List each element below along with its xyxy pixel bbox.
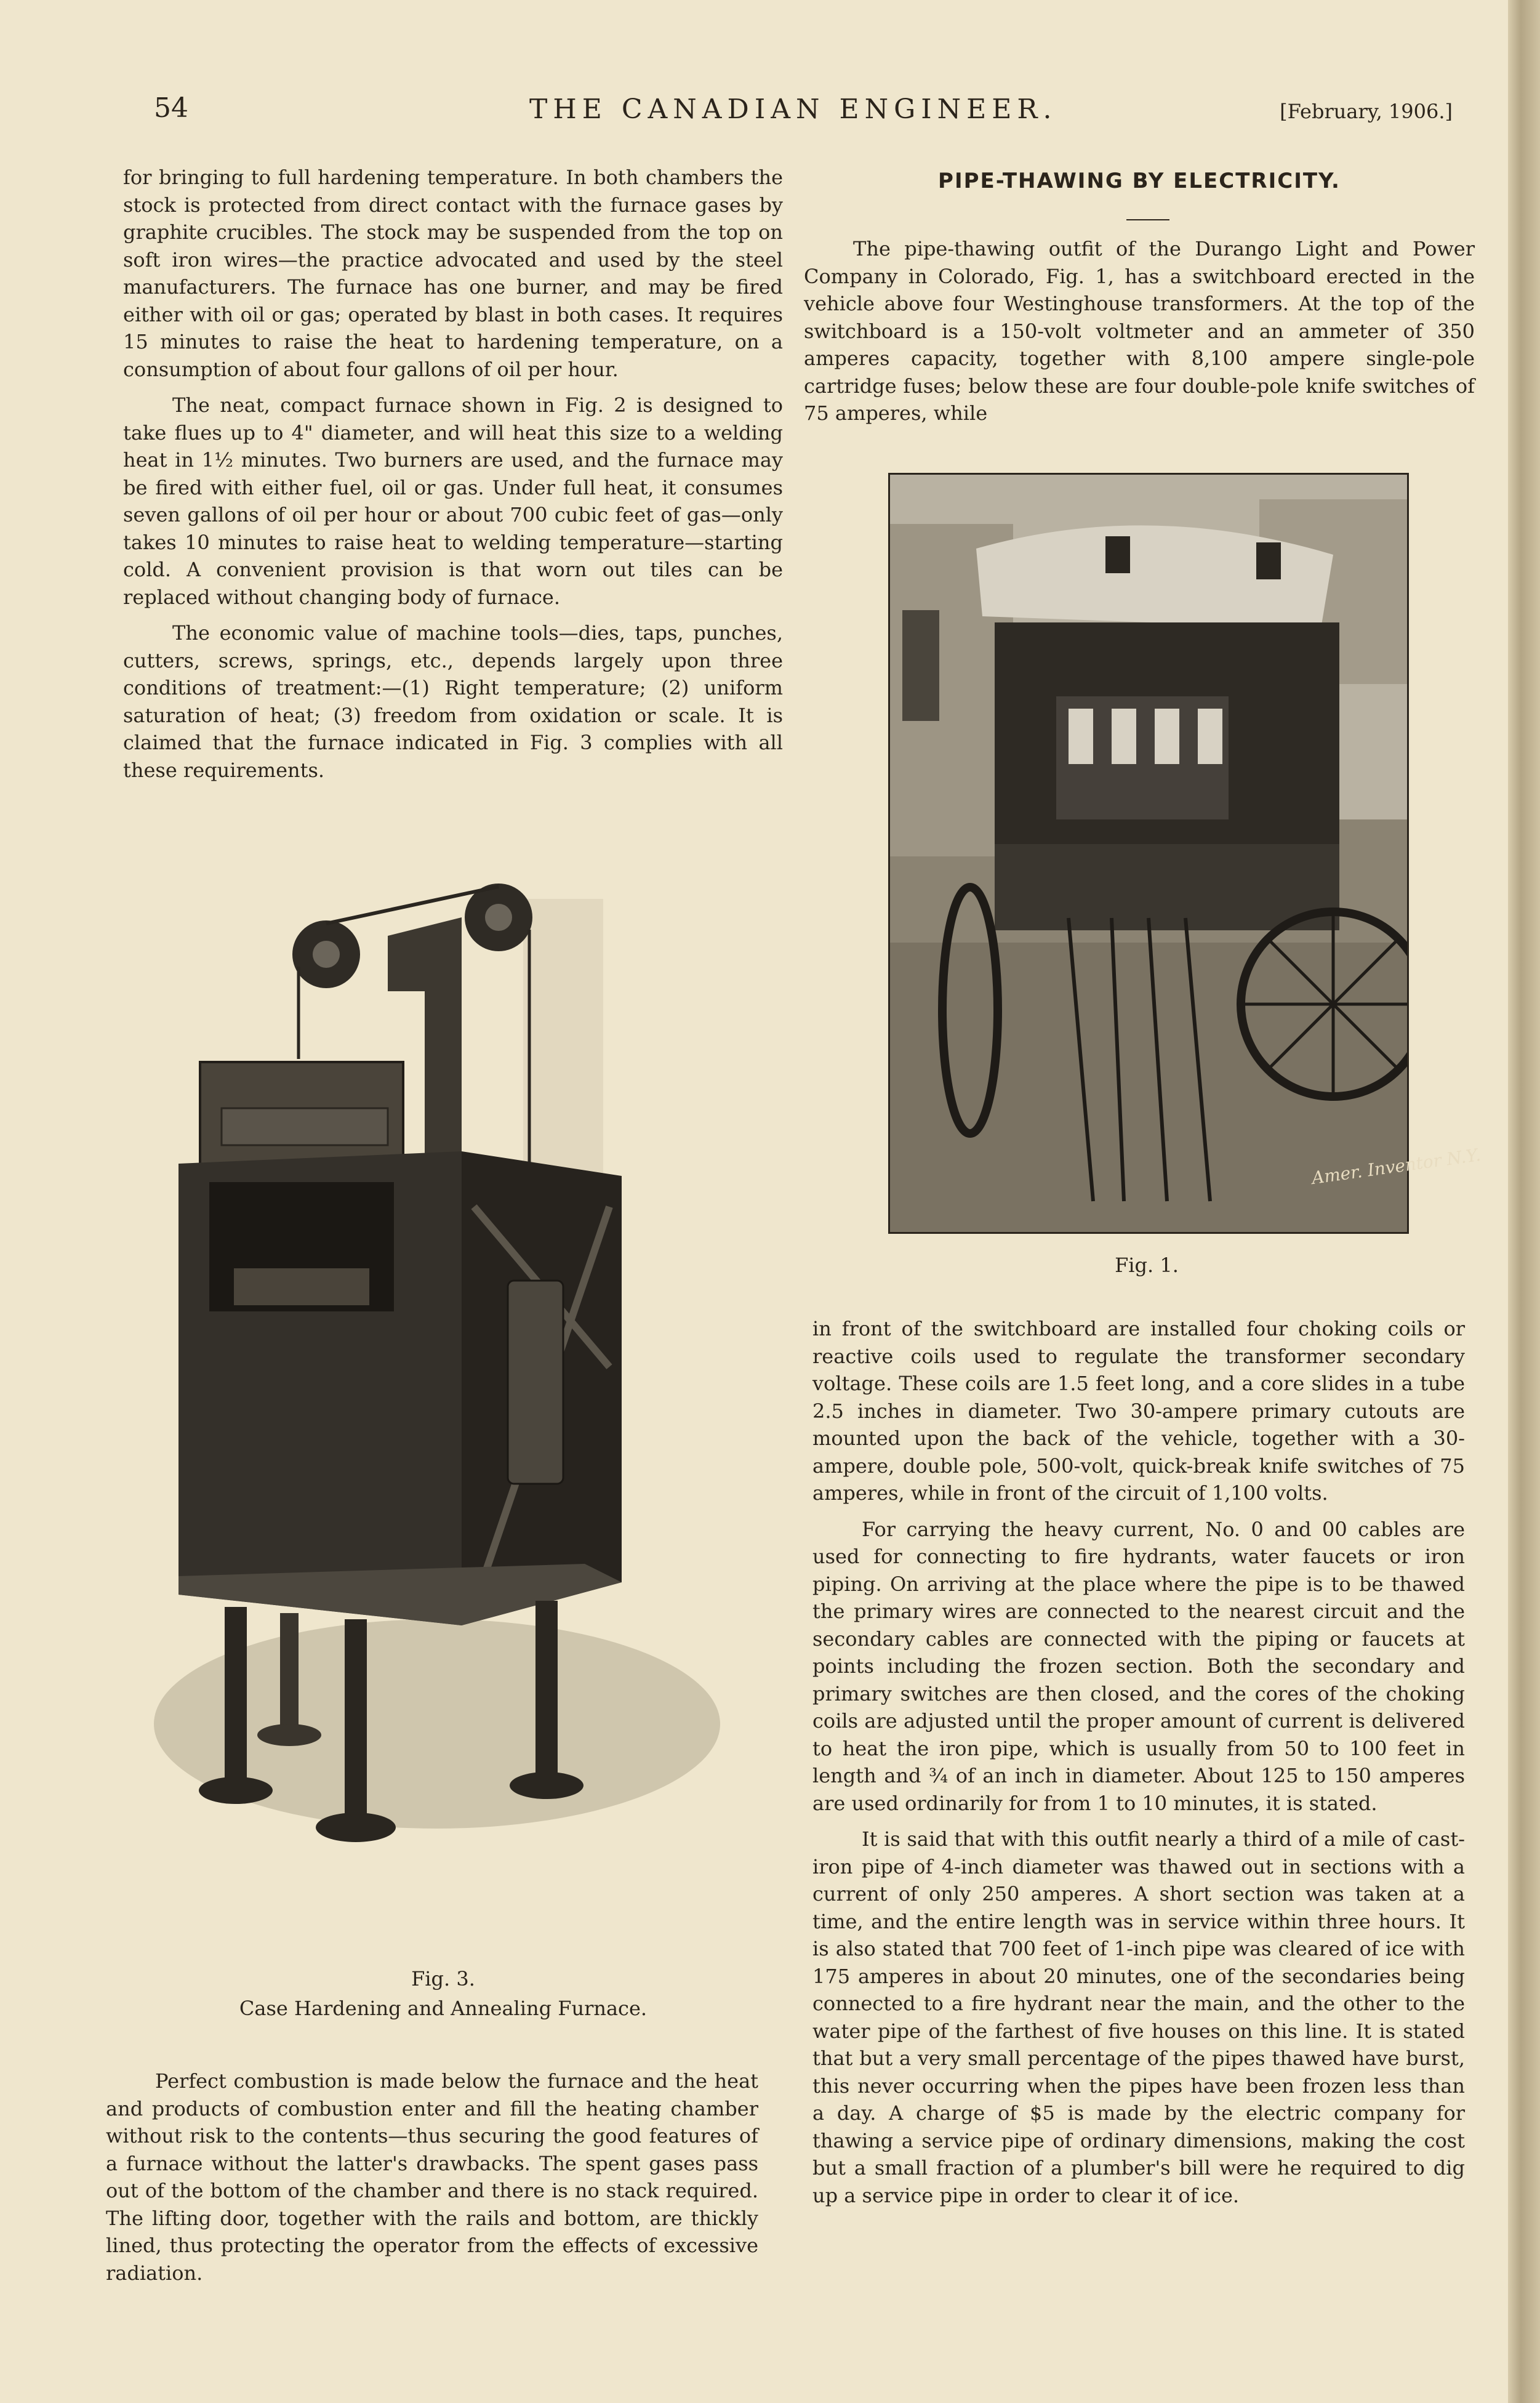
right-column-bottom: [812, 1315, 1465, 2218]
left-column-top: [123, 164, 783, 792]
paragraph: The economic value of machine tools—dies, taps, punches, cutters, screws, springs, etc., depends largely upon three conditions of treatment:—(1) Right temperature; (2) uniform saturation of heat; (3) freedom from oxidation or scale. It is claimed that the furnace indicated in Fig. 3 complies with all these requirements.: [123, 621, 783, 782]
page-header: [123, 92, 1477, 142]
title-divider: [1126, 219, 1169, 220]
left-column-bottom: [106, 2067, 758, 2295]
figure-3-caption: [135, 1964, 751, 2023]
paragraph: The neat, compact furnace shown in Fig. 2 is designed to take flues up to 4" diameter, and will heat this size to a welding heat in 1½ minutes. Two burners are used, and the furnace may be fired with either fuel, oil or gas. Under full heat, it consumes seven gallons of oil per hour or about 700 cubic feet of gas—only takes 10 minutes to raise heat to welding temperature—starting cold. A convenient provision is that worn out tiles can be replaced without changing body of furnace.: [123, 393, 783, 609]
right-column-top: [804, 235, 1475, 436]
issue-date: [February, 1906.]: [1280, 100, 1453, 123]
paragraph: The pipe-thawing outfit of the Durango Light and Power Company in Colorado, Fig. 1, has a switchboard erected in the vehicle above four Westinghouse transformers. At the top of the switchboard is a 150-volt voltmeter and an ammeter of 350 amperes capacity, together with 8,100 ampere single-pole cartridge fuses; below these are four double-pole knife switches of 75 amperes, while: [804, 237, 1475, 425]
paragraph: It is said that with this outfit nearly a third of a mile of cast-iron pipe of 4-inch diameter was thawed out in sections with a current of only 250 amperes. A short section was taken at a time, and the entire length was in service within three hours. It is also stated that 700 feet of 1-inch pipe was cleared of ice with 175 amperes in about 20 minutes, one of the secondaries being connected to a fire hydrant near the main, and the other to the water pipe of the farthest of five houses on this line. It is stated that but a very small percentage of the pipes thawed have burst, this never occurring when the pipes have been frozen less than a day. A charge of $5 is made by the electric company for thawing a service pipe of ordinary dimensions, making the cost but a small fraction of a plumber's bill were he required to dig up a service pipe in order to clear it of ice.: [812, 1827, 1465, 2207]
section-title: PIPE-THAWING BY ELECTRICITY.: [938, 169, 1341, 193]
paragraph: in front of the switchboard are installed four choking coils or reactive coils used to regulate the transformer secondary voltage. These coils are 1.5 feet long, and a core slides in a tube 2.5 inches in diameter. Two 30-ampere primary cutouts are mounted upon the back of the vehicle, together with a 30-ampere, double pole, 500-volt, quick-break knife switches of 75 amperes, while in front of the circuit of 1,100 volts.: [812, 1317, 1465, 1505]
paragraph: for bringing to full hardening temperature. In both chambers the stock is protected from direct contact with the furnace gases by graphite crucibles. The stock may be suspended from the top on soft iron wires—the practice advocated and used by the steel manufacturers. The furnace has one burner, and may be fired either with oil or gas; operated by blast in both cases. It requires 15 minutes to raise the heat to hardening temperature, on a consumption of about four gallons of oil per hour.: [123, 166, 783, 381]
figure-1-label: Fig. 1.: [1115, 1254, 1179, 1277]
journal-title: THE CANADIAN ENGINEER.: [529, 94, 1057, 125]
furnace-illustration: [142, 880, 745, 1884]
page-number: 54: [154, 92, 188, 124]
paragraph: For carrying the heavy current, No. 0 and 00 cables are used for connecting to fire hydrants, water faucets or iron piping. On arriving at the place where the pipe is to be thawed the primary wires are connected to the nearest circuit and the secondary cables are connected with the piping or faucets at points including the frozen section. Both the secondary and primary switches are then closed, and the cores of the choking coils are adjusted until the proper amount of current is delivered to heat the iron pipe, which is usually from 50 to 100 feet in length and ¾ of an inch in diameter. About 125 to 150 amperes are used ordinarily for from 1 to 10 minutes, it is stated.: [812, 1517, 1465, 1815]
page-edge: [1508, 0, 1540, 2403]
figure-3-title: Case Hardening and Annealing Furnace.: [239, 1997, 648, 2020]
figure-3-label: Fig. 3.: [411, 1967, 475, 1990]
photo-credit-watermark: Amer. Inventor N.Y.: [1310, 1144, 1482, 1189]
paragraph: Perfect combustion is made below the furnace and the heat and products of combustion enter and fill the heating chamber without risk to the contents—thus securing the good features of a furnace without the latter's drawbacks. The spent gases pass out of the bottom of the chamber and there is no stack required. The lifting door, together with the rails and bottom, are thickly lined, thus protecting the operator from the effects of excessive radiation.: [106, 2069, 758, 2285]
pipe-thawing-wagon-photo: [888, 473, 1409, 1234]
